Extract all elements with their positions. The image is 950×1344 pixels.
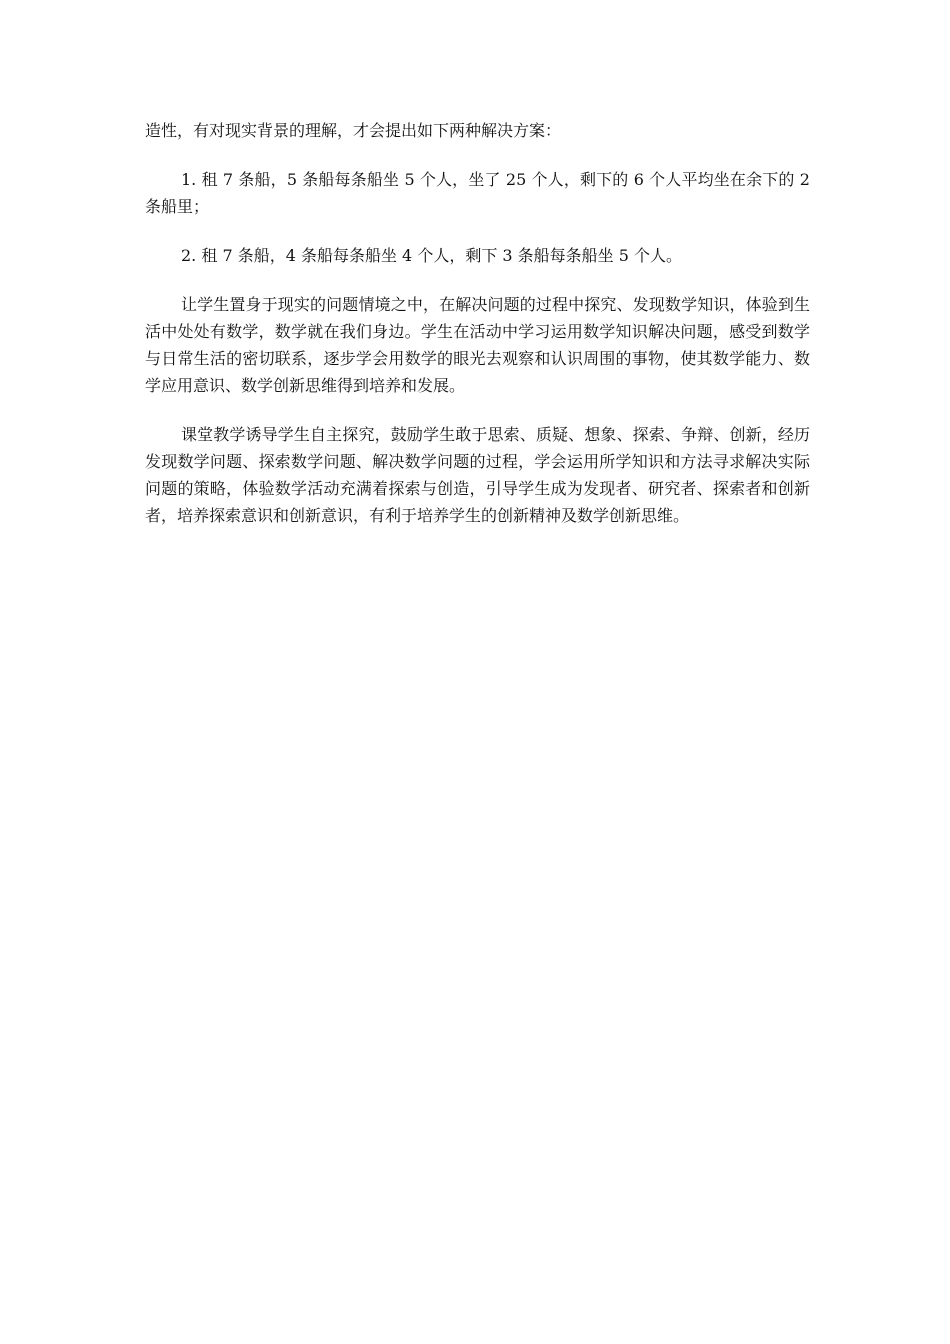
list-item-solution-2: 2. 租 7 条船，4 条船每条船坐 4 个人，剩下 3 条船每条船坐 5 个人。 — [181, 246, 683, 265]
paragraph-situation: 让学生置身于现实的问题情境之中，在解决问题的过程中探究、发现数学知识，体验到生活中处处有数学，数学就在我们身边。学生在活动中学习运用数学知识解决问题，感受到数学与日常生活的密切联系，逐步学会用数学的眼光去观察和认识周围的事物，使其数学能力、数学应用意识、数学创新思维得到培养和发展。 — [145, 295, 810, 395]
document-body — [145, 117, 810, 551]
paragraph-intro: 造性，有对现实背景的理解，才会提出如下两种解决方案： — [145, 121, 562, 140]
paragraph-classroom: 课堂教学诱导学生自主探究，鼓励学生敢于思索、质疑、想象、探索、争辩、创新，经历发现数学问题、探索数学问题、解决数学问题的过程，学会运用所学知识和方法寻求解决实际问题的策略，体验数学活动充满着探索与创造，引导学生成为发现者、研究者、探索者和创新者，培养探索意识和创新意识，有利于培养学生的创新精神及数学创新思维。 — [145, 425, 810, 525]
list-item-solution-1: 1. 租 7 条船，5 条船每条船坐 5 个人，坐了 25 个人，剩下的 6 个人平均坐在余下的 2 条船里； — [145, 170, 810, 216]
